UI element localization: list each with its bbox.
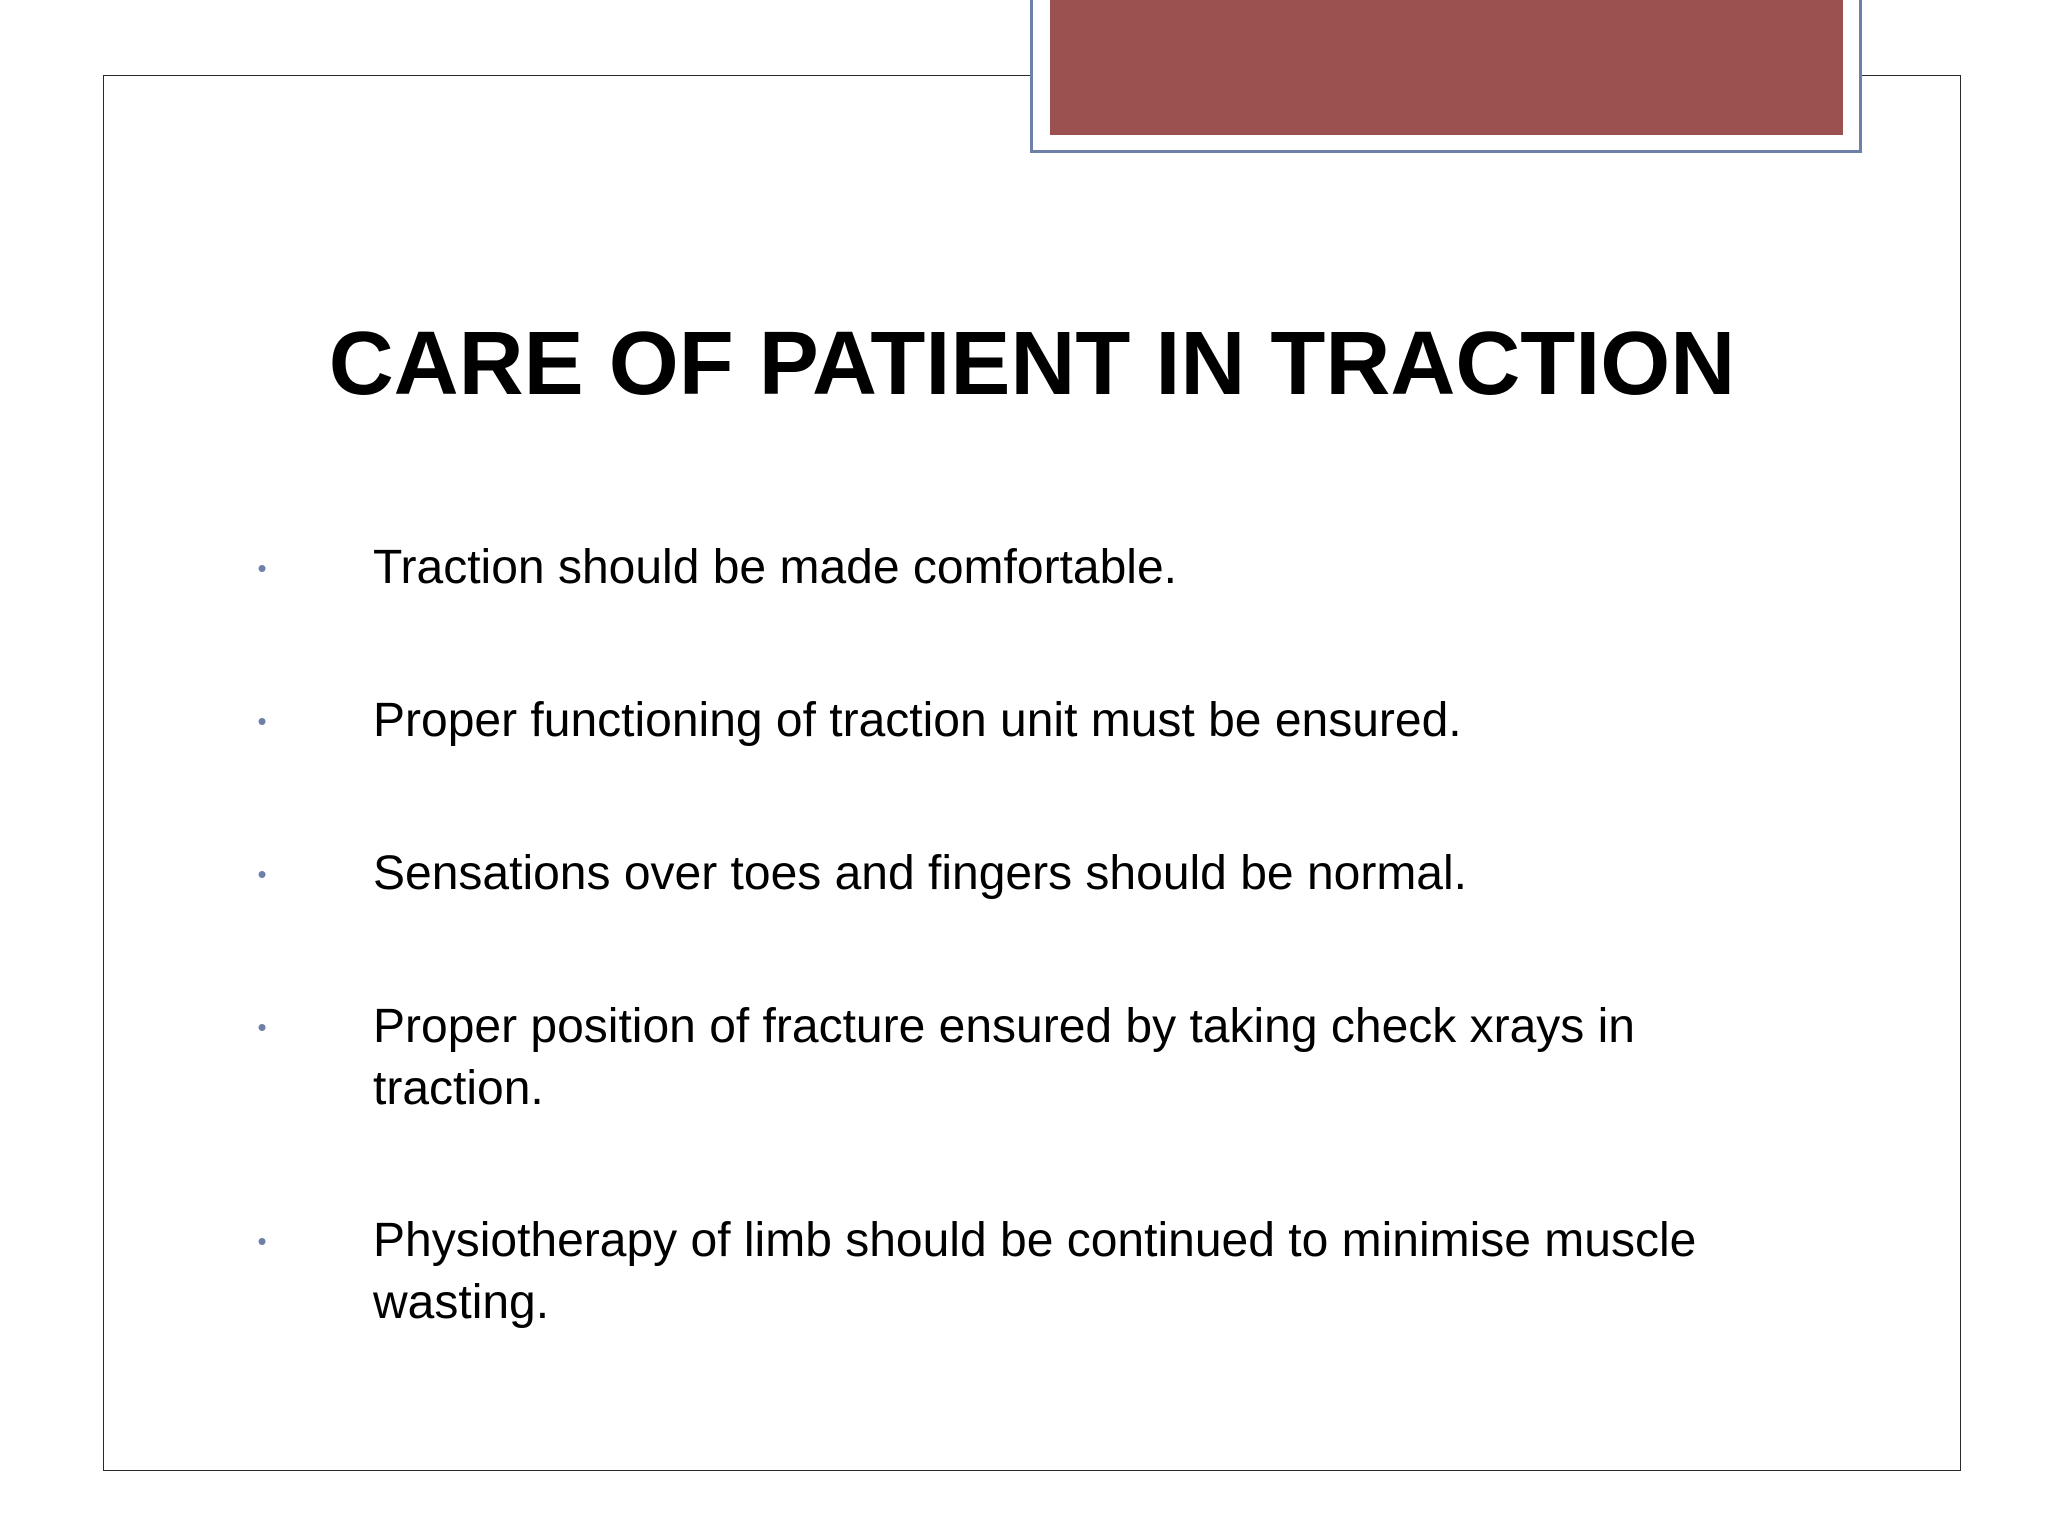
- list-item: [0, 843, 2048, 973]
- bullet-text: Physiotherapy of limb should be continued to minimise muscle wasting.: [373, 1214, 1697, 1329]
- bullet-dot-icon: •: [257, 859, 267, 889]
- bullet-dot-icon: •: [257, 553, 267, 583]
- bullet-dot-icon: •: [257, 706, 267, 736]
- list-item: [0, 996, 2048, 1126]
- list-item: [0, 537, 2048, 667]
- bullet-dot-icon: •: [257, 1226, 267, 1256]
- bullet-text: Traction should be made comfortable.: [373, 541, 1177, 594]
- bullet-text: Proper functioning of traction unit must be ensured.: [373, 694, 1462, 747]
- bullet-dot-icon: •: [257, 1012, 267, 1042]
- slide-title: CARE OF PATIENT IN TRACTION: [328, 314, 1736, 414]
- list-item: [0, 690, 2048, 820]
- bullet-text: Proper position of fracture ensured by taking check xrays in traction.: [373, 1000, 1635, 1115]
- header-tab-accent: [1050, 0, 1843, 135]
- bullet-text: Sensations over toes and fingers should be normal.: [373, 847, 1467, 900]
- list-item: [0, 1210, 2048, 1340]
